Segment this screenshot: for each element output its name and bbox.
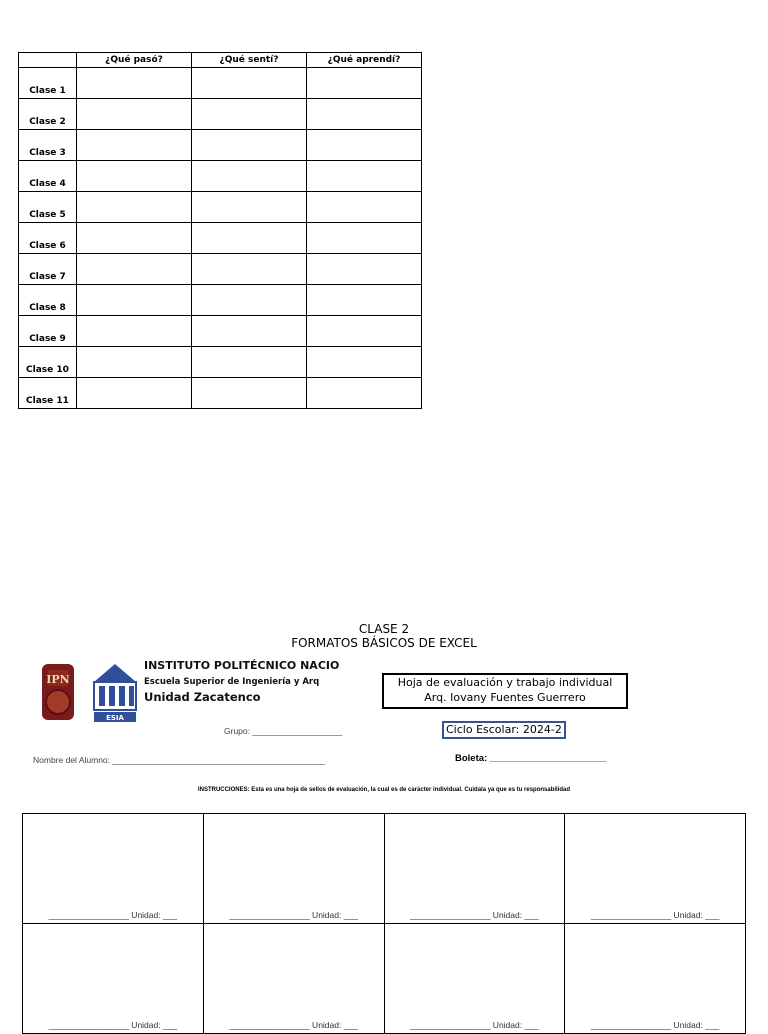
table-cell[interactable] bbox=[77, 130, 192, 161]
row-label: Clase 5 bbox=[19, 192, 77, 223]
row-label: Clase 4 bbox=[19, 161, 77, 192]
teacher-name: Arq. Iovany Fuentes Guerrero bbox=[424, 691, 586, 704]
table-cell[interactable] bbox=[192, 254, 307, 285]
table-row bbox=[19, 378, 422, 409]
stamp-grid bbox=[22, 813, 746, 1034]
table-cell[interactable] bbox=[192, 192, 307, 223]
unit-name: Unidad Zacatenco bbox=[144, 690, 261, 704]
table-cell[interactable] bbox=[307, 254, 422, 285]
boleta-field: Boleta: ______________________ bbox=[455, 753, 607, 764]
table-cell[interactable] bbox=[192, 378, 307, 409]
reflection-table bbox=[18, 52, 422, 409]
table-cell[interactable] bbox=[77, 161, 192, 192]
table-row bbox=[19, 161, 422, 192]
ipn-logo bbox=[36, 660, 80, 724]
table-cell[interactable] bbox=[192, 316, 307, 347]
stamp-cell[interactable]: _________________ Unidad: ___ bbox=[23, 814, 204, 924]
row-label: Clase 3 bbox=[19, 130, 77, 161]
table-cell[interactable] bbox=[307, 347, 422, 378]
table-header-row bbox=[19, 53, 422, 68]
stamp-cell[interactable]: _________________ Unidad: ___ bbox=[203, 924, 384, 1034]
stamp-cell[interactable]: _________________ Unidad: ___ bbox=[565, 814, 746, 924]
table-row bbox=[19, 285, 422, 316]
table-row bbox=[19, 347, 422, 378]
stamp-cell[interactable]: _________________ Unidad: ___ bbox=[23, 924, 204, 1034]
table-row bbox=[19, 68, 422, 99]
stamp-row bbox=[23, 814, 746, 924]
row-label: Clase 8 bbox=[19, 285, 77, 316]
table-cell[interactable] bbox=[192, 223, 307, 254]
row-label: Clase 11 bbox=[19, 378, 77, 409]
stamp-row bbox=[23, 924, 746, 1034]
row-label: Clase 2 bbox=[19, 99, 77, 130]
stamp-cell[interactable]: _________________ Unidad: ___ bbox=[384, 924, 565, 1034]
evaluation-box bbox=[382, 673, 628, 709]
table-cell[interactable] bbox=[192, 68, 307, 99]
table-cell[interactable] bbox=[192, 285, 307, 316]
header-cell-empty bbox=[19, 53, 77, 68]
table-cell[interactable] bbox=[77, 316, 192, 347]
table-cell[interactable] bbox=[77, 285, 192, 316]
header-que-paso: ¿Qué pasó? bbox=[77, 53, 192, 68]
grupo-field: Grupo: ___________________ bbox=[224, 726, 343, 736]
table-row bbox=[19, 192, 422, 223]
table-cell[interactable] bbox=[192, 130, 307, 161]
stamp-cell[interactable]: _________________ Unidad: ___ bbox=[384, 814, 565, 924]
header-que-aprendi: ¿Qué aprendí? bbox=[307, 53, 422, 68]
table-cell[interactable] bbox=[77, 68, 192, 99]
row-label: Clase 6 bbox=[19, 223, 77, 254]
table-cell[interactable] bbox=[77, 192, 192, 223]
school-cycle[interactable]: Ciclo Escolar: 2024-2 bbox=[442, 721, 566, 739]
ipn-logo-text: IPN bbox=[46, 673, 70, 686]
esia-logo bbox=[90, 660, 140, 724]
table-row bbox=[19, 99, 422, 130]
row-label: Clase 7 bbox=[19, 254, 77, 285]
row-label: Clase 10 bbox=[19, 347, 77, 378]
table-cell[interactable] bbox=[307, 378, 422, 409]
institution-name: INSTITUTO POLITÉCNICO NACIO bbox=[144, 659, 340, 672]
row-label: Clase 9 bbox=[19, 316, 77, 347]
page-title: CLASE 2 bbox=[358, 622, 410, 636]
table-cell[interactable] bbox=[77, 99, 192, 130]
evaluation-title: Hoja de evaluación y trabajo individual bbox=[397, 676, 613, 689]
table-row bbox=[19, 316, 422, 347]
esia-logo-text: ESIA bbox=[106, 714, 124, 722]
table-cell[interactable] bbox=[192, 347, 307, 378]
table-row bbox=[19, 254, 422, 285]
header-que-senti: ¿Qué sentí? bbox=[192, 53, 307, 68]
student-name-field: Nombre del Alumno: _____________________________________________ bbox=[33, 755, 326, 765]
table-cell[interactable] bbox=[307, 68, 422, 99]
table-cell[interactable] bbox=[192, 161, 307, 192]
table-cell[interactable] bbox=[307, 316, 422, 347]
school-name: Escuela Superior de Ingeniería y Arq bbox=[144, 677, 320, 687]
table-cell[interactable] bbox=[77, 378, 192, 409]
table-cell[interactable] bbox=[307, 130, 422, 161]
table-cell[interactable] bbox=[307, 99, 422, 130]
page-subtitle: FORMATOS BÁSICOS DE EXCEL bbox=[291, 636, 477, 650]
table-row bbox=[19, 223, 422, 254]
instructions-text: INSTRUCCIONES: Esta es una hoja de sellos de evaluación, la cual es de carácter individual. Cuidala ya que es tu responsabilidad bbox=[197, 787, 571, 793]
table-cell[interactable] bbox=[77, 347, 192, 378]
stamp-cell[interactable]: _________________ Unidad: ___ bbox=[565, 924, 746, 1034]
row-label: Clase 1 bbox=[19, 68, 77, 99]
table-cell[interactable] bbox=[192, 99, 307, 130]
table-cell[interactable] bbox=[307, 223, 422, 254]
table-cell[interactable] bbox=[307, 285, 422, 316]
table-cell[interactable] bbox=[307, 192, 422, 223]
table-row bbox=[19, 130, 422, 161]
stamp-cell[interactable]: _________________ Unidad: ___ bbox=[203, 814, 384, 924]
table-cell[interactable] bbox=[77, 254, 192, 285]
table-cell[interactable] bbox=[77, 223, 192, 254]
table-cell[interactable] bbox=[307, 161, 422, 192]
